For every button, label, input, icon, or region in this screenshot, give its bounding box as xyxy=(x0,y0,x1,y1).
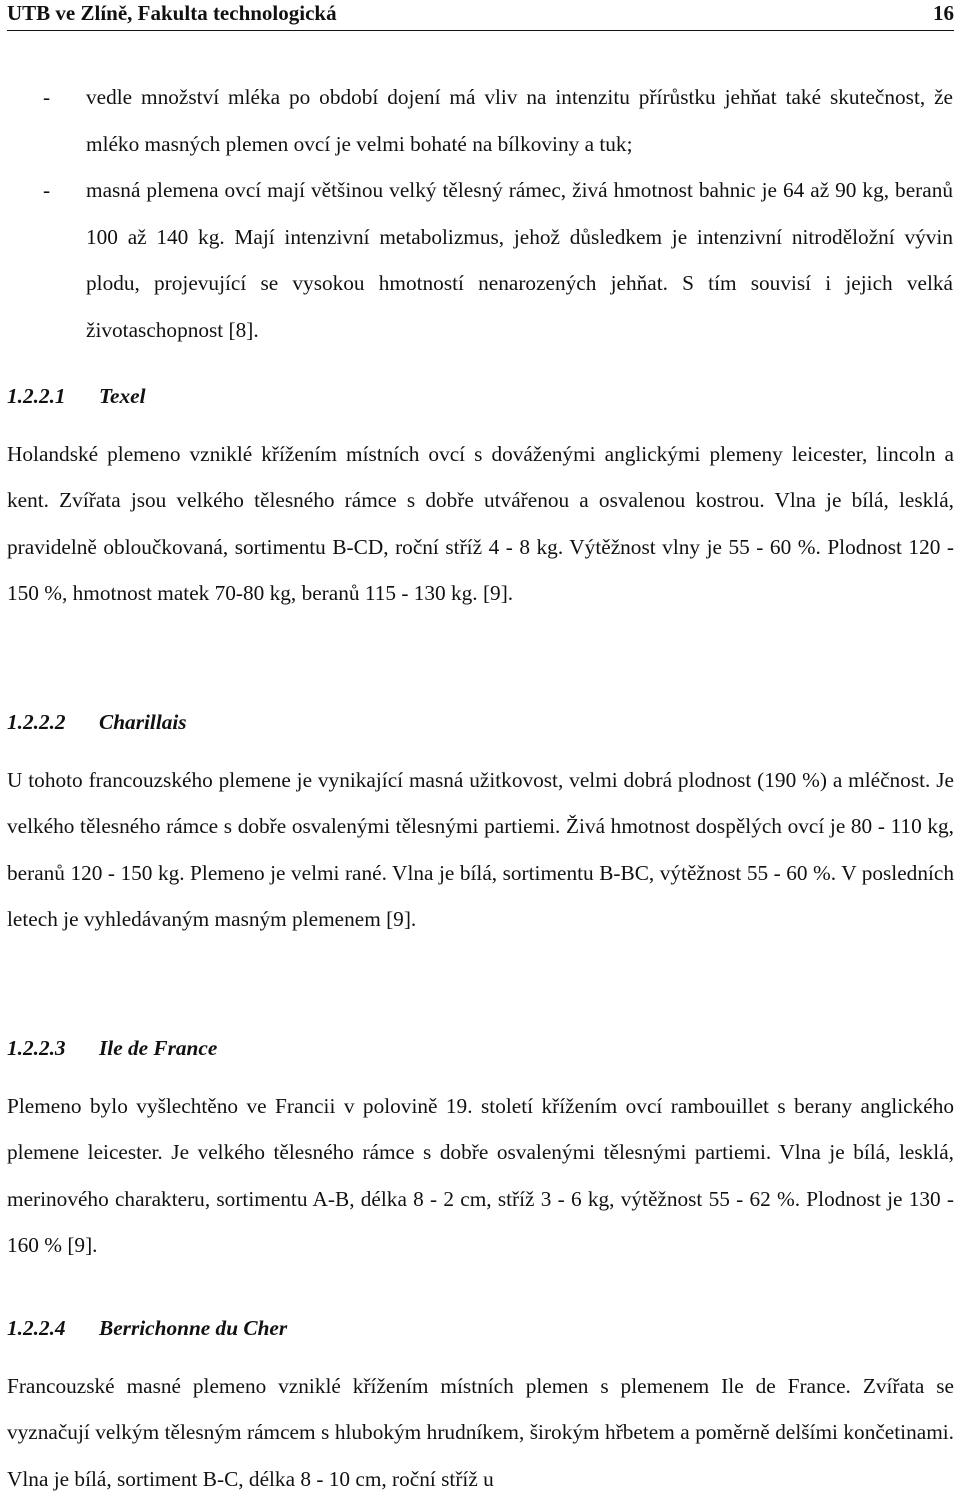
section-number: 1.2.2.4 xyxy=(7,1316,66,1340)
bullet-item xyxy=(0,167,953,353)
section-paragraph-ile-de-france: Plemeno bylo vyšlechtěno ve Francii v polovině 19. století křížením ovcí rambouillet s berany anglického plemene leicester. Je velkého tělesného rámce s dobře osvalenými tělesnými partiemi. Vlna je bílá, lesklá, merinového charakteru, sortimentu A-B, délka 8 - 2 cm, stříž 3 - 6 kg, výtěžnost 55 - 62 %. Plodnost je 130 - 160 % [9]. xyxy=(7,1094,954,1257)
running-header xyxy=(7,0,954,31)
section-number: 1.2.2.3 xyxy=(7,1036,66,1060)
section-heading-berrichonne xyxy=(7,1313,287,1343)
bullet-dash: - xyxy=(43,178,51,202)
bullet-dash: - xyxy=(43,85,51,109)
section-heading-ile-de-france xyxy=(7,1033,217,1063)
page-number: 16 xyxy=(933,1,954,25)
bullet-text: masná plemena ovcí mají většinou velký tělesný rámec, živá hmotnost bahnic je 64 až 90 kg, beranů 100 až 140 kg. Mají intenzivní metabolizmus, jehož důsledkem je intenzivní nitroděložní vývin plodu, projevující se vysokou hmotností nenarozených jehňat. S tím souvisí i jejich velká životaschopnost [8]. xyxy=(86,178,953,342)
section-number: 1.2.2.1 xyxy=(7,384,66,408)
section-title: Charillais xyxy=(99,710,187,734)
section-title: Berrichonne du Cher xyxy=(99,1316,288,1340)
section-paragraph-berrichonne: Francouzské masné plemeno vzniklé křížením místních plemen s plemenem Ile de France. Zvířata se vyznačují velkým tělesným rámcem s hlubokým hrudníkem, širokým hřbetem a poměrně delšími končetinami. Vlna je bílá, sortiment B-C, délka 8 - 10 cm, roční stříž u xyxy=(7,1374,954,1491)
section-paragraph-texel: Holandské plemeno vzniklé křížením místních ovcí s dováženými anglickými plemeny leicester, lincoln a kent. Zvířata jsou velkého tělesného rámce s dobře utvářenou a osvalenou kostrou. Vlna je bílá, lesklá, pravidelně obloučkovaná, sortimentu B-CD, roční stříž 4 - 8 kg. Výtěžnost vlny je 55 - 60 %. Plodnost 120 - 150 %, hmotnost matek 70-80 kg, beranů 115 - 130 kg. [9]. xyxy=(7,442,954,605)
section-heading-texel xyxy=(7,381,146,411)
section-title: Texel xyxy=(99,384,146,408)
section-heading-charillais xyxy=(7,707,187,737)
section-title: Ile de France xyxy=(99,1036,218,1060)
section-number: 1.2.2.2 xyxy=(7,710,66,734)
bullet-list xyxy=(0,74,960,353)
bullet-text: vedle množství mléka po období dojení má vliv na intenzitu přírůstku jehňat také skutečnost, že mléko masných plemen ovcí je velmi bohaté na bílkoviny a tuk; xyxy=(86,85,953,156)
section-paragraph-charillais: U tohoto francouzského plemene je vynikající masná užitkovost, velmi dobrá plodnost (190 %) a mléčnost. Je velkého tělesného rámce s dobře osvalenými tělesnými partiemi. Živá hmotnost dospělých ovcí je 80 - 110 kg, beranů 120 - 150 kg. Plemeno je velmi rané. Vlna je bílá, sortimentu B-BC, výtěžnost 55 - 60 %. V posledních letech je vyhledávaným masným plemenem [9]. xyxy=(7,768,954,931)
header-institution: UTB ve Zlíně, Fakulta technologická xyxy=(7,1,337,25)
bullet-item xyxy=(0,74,953,167)
